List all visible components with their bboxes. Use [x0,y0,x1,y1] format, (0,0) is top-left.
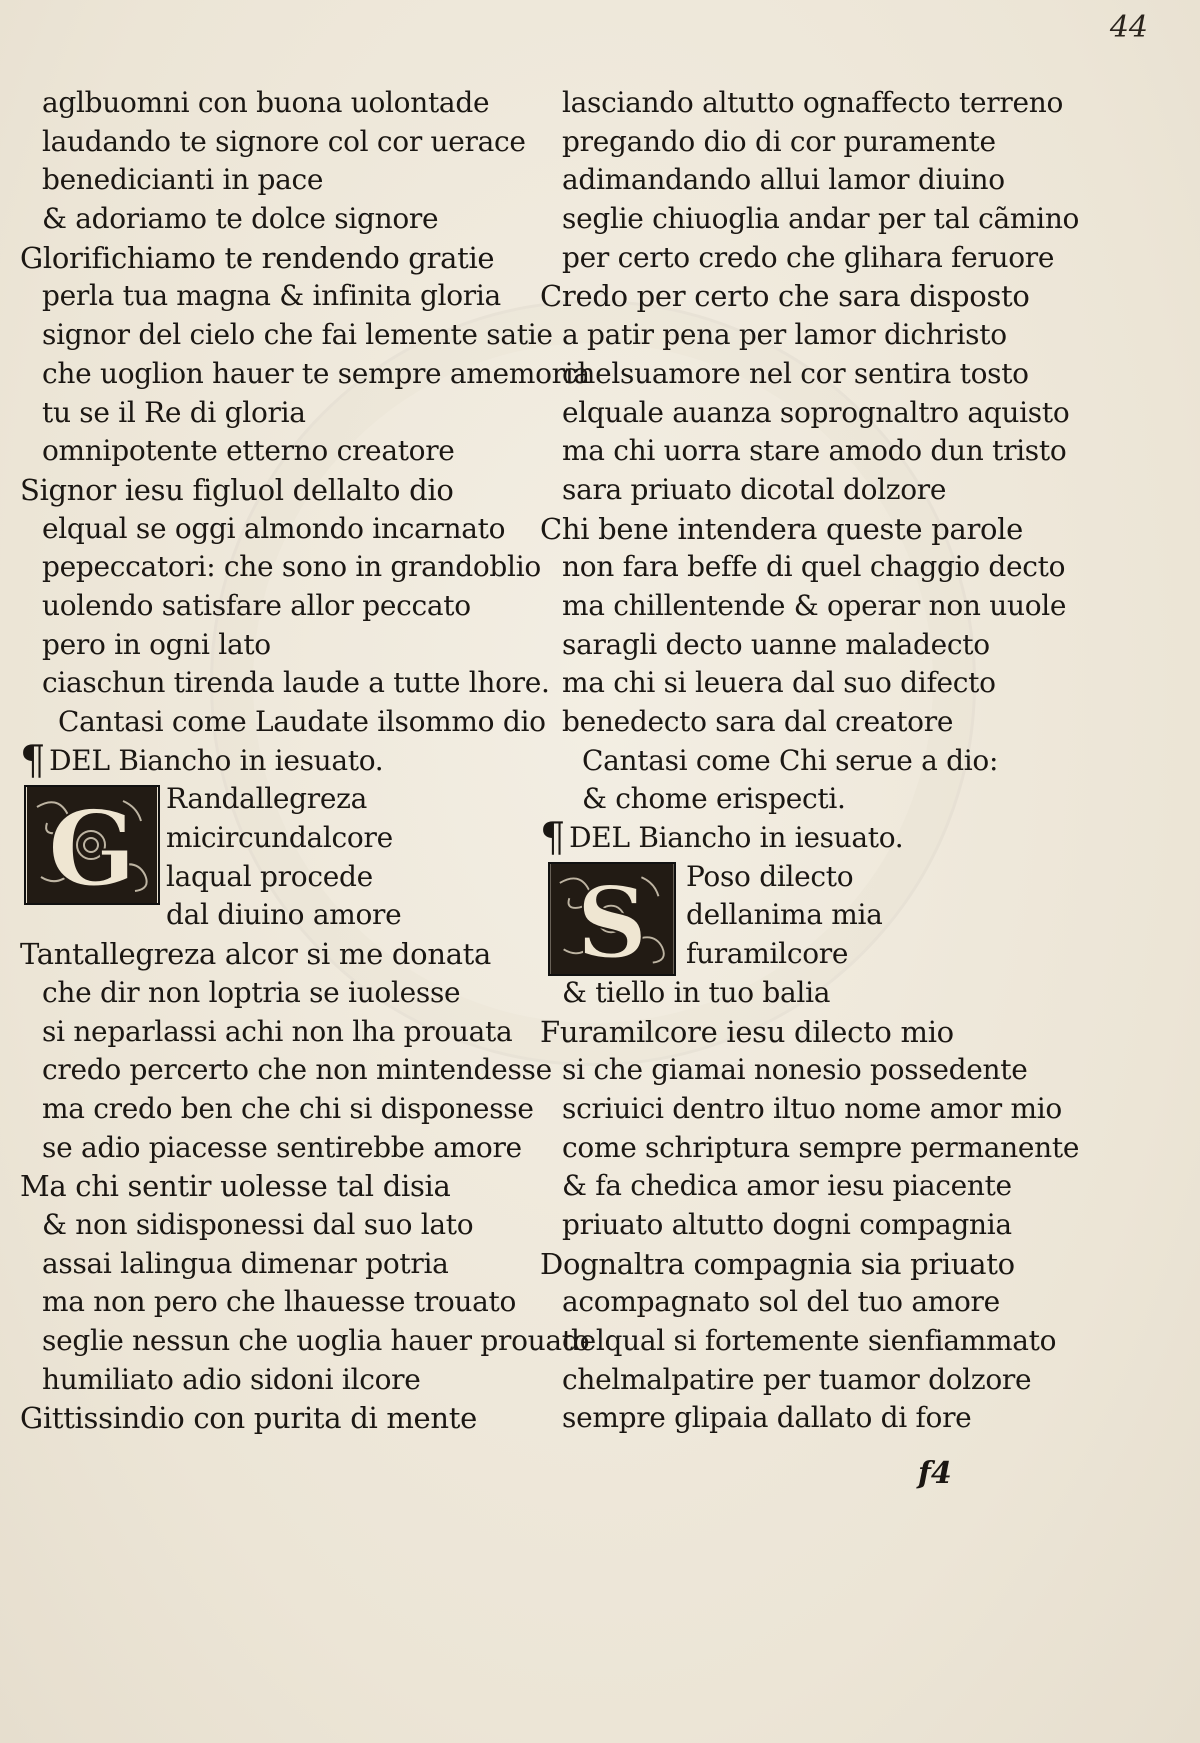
text-line: omnipotente etterno creatore [42,434,455,468]
section-heading: DEL Biancho in iesuato. [569,821,904,855]
text-line: benedicianti in pace [42,163,324,197]
text-line: ma chi si leuera dal suo difecto [562,666,996,700]
text-line: scriuici dentro iltuo nome amor mio [562,1091,1062,1125]
text-line: laudando te signore col cor uerace [42,124,526,158]
text-line: Ma chi sentir uolesse tal disia [20,1169,451,1204]
text-line: pero in ogni lato [42,627,271,661]
decorated-initial-icon [548,862,676,976]
text-line: ma credo ben che chi si disponesse [42,1091,534,1125]
text-line: Dognaltra compagnia sia priuato [540,1246,1015,1281]
text-line: chelmalpatire per tuamor dolzore [562,1362,1032,1396]
text-line: ciaschun tirenda laude a tutte lhore. [42,666,550,700]
text-line: Randallegreza [166,782,367,816]
text-line: Cantasi come Chi serue a dio: [582,743,999,777]
text-line: Credo per certo che sara disposto [540,279,1030,314]
pilcrow-icon: ¶ [540,815,566,862]
text-line: dal diuino amore [166,898,402,932]
text-line: chelsuamore nel cor sentira tosto [562,356,1029,390]
text-line: signor del cielo che fai lemente satie [42,318,553,352]
text-line: credo percerto che non mintendesse [42,1053,552,1087]
text-line: per certo credo che glihara feruore [562,240,1055,274]
left-column [20,84,590,1438]
text-line: Chi bene intendera queste parole [540,511,1024,546]
text-line: ma non pero che lhauesse trouato [42,1285,517,1319]
text-line: seglie chiuoglia andar per tal cãmino [562,202,1080,236]
text-line: Gittissindio con purita di mente [20,1401,478,1436]
text-line: pregando dio di cor puramente [562,124,996,158]
text-line: & non sidisponessi dal suo lato [42,1207,474,1241]
text-line: ma chillentende & operar non uuole [562,588,1067,622]
text-line: che uoglion hauer te sempre amemoria [42,356,590,390]
text-line: lasciando altutto ognaffecto terreno [562,86,1064,119]
text-line: Furamilcore iesu dilecto mio [540,1014,954,1049]
text-line: & adoriamo te dolce signore [42,202,439,236]
text-line: Signor iesu figluol dellalto dio [20,472,454,507]
text-line: & fa chedica amor iesu piacente [562,1169,1012,1203]
signature-mark: f4 [918,1456,952,1491]
text-line: elqual se oggi almondo incarnato [42,511,506,545]
text-line [20,737,540,784]
text-line: si neparlassi achi non lha prouata [42,1014,513,1048]
section-heading: DEL Biancho in iesuato. [49,743,384,777]
text-line: se adio piacesse sentirebbe amore [42,1130,522,1164]
text-line: non fara beffe di quel chaggio decto [562,550,1066,584]
text-line: acompagnato sol del tuo amore [562,1285,1000,1319]
text-line: furamilcore [686,937,849,971]
text-line: Cantasi come Laudate ilsommo dio [58,705,546,738]
text-line: pepeccatori: che sono in grandoblio [42,550,541,584]
svg-text:G: G [47,786,137,903]
right-column [540,84,1080,1438]
text-line: perla tua magna & infinita gloria [42,279,501,313]
text-line: a patir pena per lamor dichristo [562,318,1007,352]
text-line: priuato altutto dogni compagnia [562,1207,1012,1241]
text-line: benedecto sara dal creatore [562,705,954,738]
text-line: Poso dilecto [686,859,854,893]
text-line: humiliato adio sidoni ilcore [42,1362,421,1396]
text-line: laqual procede [166,859,373,893]
text-line: assai lalingua dimenar potria [42,1246,449,1280]
text-line: dellanima mia [686,898,883,932]
folio-number: 44 [1109,10,1148,45]
text-line: ma chi uorra stare amodo dun tristo [562,434,1067,468]
pilcrow-icon: ¶ [20,737,46,784]
text-line: uolendo satisfare allor peccato [42,588,471,622]
text-line: delqual si fortemente sienfiammato [562,1324,1057,1357]
text-line: che dir non loptria se iuolesse [42,975,461,1009]
text-line: adimandando allui lamor diuino [562,163,1005,197]
text-line: saragli decto uanne maladecto [562,627,990,661]
text-line: seglie nessun che uoglia hauer prouato [42,1324,590,1357]
text-line: Tantallegreza alcor si me donata [20,937,492,972]
text-line: micircundalcore [166,821,393,855]
text-line: elquale auanza soprognaltro aquisto [562,395,1070,429]
text-line: aglbuomni con buona uolontade [42,86,490,119]
decorated-initial-icon [24,785,160,905]
text-line: sempre glipaia dallato di fore [562,1401,972,1435]
text-line: come schriptura sempre permanente [562,1130,1080,1164]
svg-text:S: S [576,864,648,974]
text-line: & tiello in tuo balia [562,975,831,1009]
text-line: & chome erispecti. [582,782,846,816]
text-line: si che giamai nonesio possedente [562,1053,1028,1087]
text-line: sara priuato dicotal dolzore [562,472,947,506]
text-line: tu se il Re di gloria [42,395,306,429]
text-line: Glorifichiamo te rendendo gratie [20,240,495,275]
text-line [540,815,1060,862]
